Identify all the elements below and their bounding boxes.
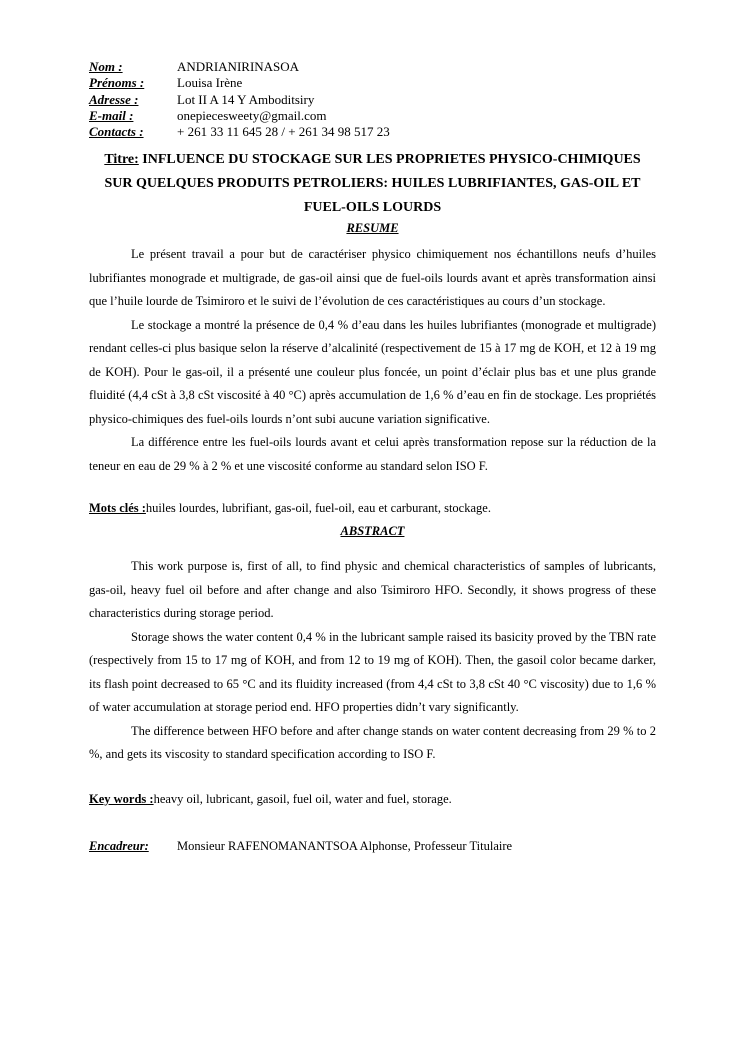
info-label: E-mail : [89, 107, 134, 123]
info-row-adresse [89, 92, 656, 108]
info-label: Nom : [89, 59, 123, 74]
title-text: INFLUENCE DU STOCKAGE SUR LES PROPRIETES PHYSICO-CHIMIQUES SUR QUELQUES PRODUITS PETROLIERS: HUILES LUBRIFIANTES, GAS-OIL ET FUEL-OILS LOURDS [104, 152, 641, 216]
info-label: Prénoms : [89, 75, 145, 91]
encadreur [89, 838, 656, 854]
info-row-email [89, 108, 656, 124]
document-title [89, 148, 656, 220]
resume-paragraph: Le présent travail a pour but de caractériser physico chimiquement nos échantillons neufs d’huiles lubrifiantes monograde et multigrade, de gas-oil ainsi que de fuel-oils lourds avant et après transformation ainsi que l’huile lourde de Tsimiroro et le suivi de l’évolution de ces caractéristiques au cours d’un stockage. [89, 247, 656, 309]
document-page [89, 59, 656, 854]
key-words-label: Key words : [89, 791, 154, 806]
abstract-heading: ABSTRACT [340, 524, 405, 539]
resume-paragraph: Le stockage a montré la présence de 0,4 % d’eau dans les huiles lubrifiantes (monograde et multigrade) rendant celles-ci plus basique selon la réserve d’alcalinité (respectivement de 15 à 17 mg de KOH, et 12 à 19 mg de KOH). Pour le gas-oil, il a présenté une couleur plus foncée, un point d’éclair plus bas et une plus grande fluidité (4,4 cSt à 3,8 cSt viscosité à 40 °C) après accumulation de 1,6 % d’eau en fin de stockage. Les propriétés physico-chimiques des fuel-oils lourds n’ont subi aucune variation significative. [89, 317, 656, 426]
key-words [89, 791, 656, 807]
info-row-nom [89, 59, 656, 75]
resume-heading: RESUME [346, 221, 399, 236]
info-row-prenoms [89, 75, 656, 91]
info-label: Adresse : [89, 91, 139, 107]
mots-cles [89, 500, 656, 516]
key-words-text: heavy oil, lubricant, gasoil, fuel oil, water and fuel, storage. [153, 791, 452, 806]
info-label: Contacts : [89, 124, 144, 140]
title-label: Titre: [104, 152, 139, 168]
info-value: Lot II A 14 Y Amboditsiry [177, 91, 315, 107]
mots-cles-label: Mots clés : [89, 501, 146, 516]
author-info [89, 59, 656, 140]
abstract-paragraph: Storage shows the water content 0,4 % in the lubricant sample raised its basicity proved by the TBN rate (respectively from 15 to 17 mg of KOH, and from 12 to 19 mg of KOH). Then, the gasoil color became darker, its flash point decreased to 65 °C and its fluidity increased (from 4,4 cSt to 3,8 cSt 40 °C viscosity) due to 1,6 % of water accumulation at storage period end. HFO properties didn’t vary significantly. [89, 629, 656, 715]
info-value: Louisa Irène [177, 75, 243, 91]
encadreur-text: Monsieur RAFENOMANANTSOA Alphonse, Professeur Titulaire [177, 838, 513, 853]
info-value: ANDRIANIRINASOA [177, 59, 300, 74]
abstract-paragraph: The difference between HFO before and after change stands on water content decreasing from 29 % to 2 %, and gets its viscosity to standard specification according to ISO F. [89, 723, 656, 762]
info-value: onepiecesweety@gmail.com [177, 107, 327, 123]
resume-paragraph: La différence entre les fuel-oils lourds avant et celui après transformation repose sur la réduction de la teneur en eau de 29 % à 2 % et une viscosité conforme au standard selon ISO F. [89, 435, 656, 473]
encadreur-label: Encadreur: [89, 838, 149, 853]
abstract-paragraph: This work purpose is, first of all, to find physic and chemical characteristics of samples of lubricants, gas-oil, heavy fuel oil before and after change and also Tsimiroro HFO. Secondly, it shows progress of these characteristics during storage period. [89, 559, 656, 621]
info-value: + 261 33 11 645 28 / + 261 34 98 517 23 [177, 124, 390, 140]
mots-cles-text: huiles lourdes, lubrifiant, gas-oil, fuel-oil, eau et carburant, stockage. [145, 501, 491, 516]
info-row-contacts [89, 124, 656, 140]
